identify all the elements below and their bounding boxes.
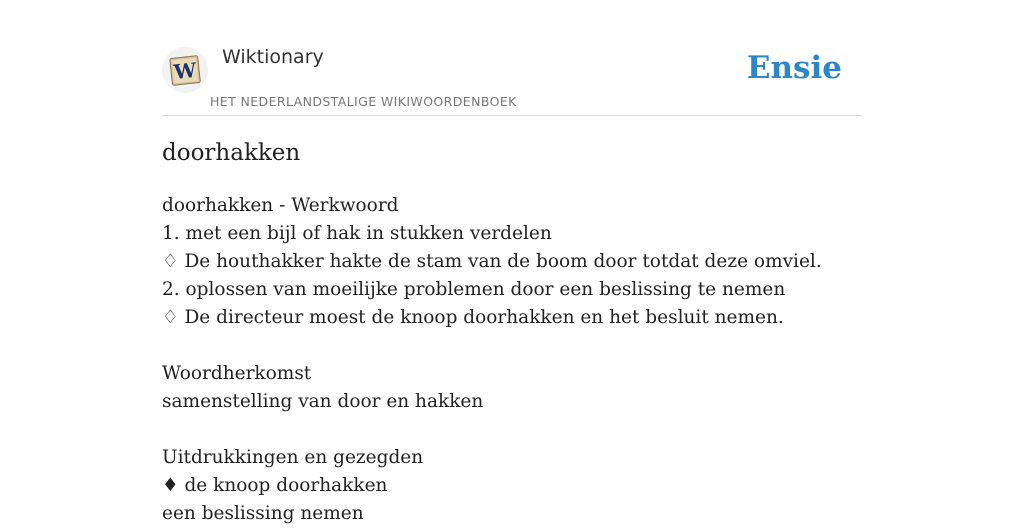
site-name[interactable]: Wiktionary xyxy=(222,46,324,68)
page-container xyxy=(162,0,862,524)
logo-letter: W xyxy=(172,57,198,85)
ensie-brand-logo[interactable]: Ensie xyxy=(746,50,842,86)
definition-2: 2. oplossen van moeilijke problemen door een beslissing te nemen xyxy=(162,279,786,300)
site-tagline: HET NEDERLANDSTALIGE WIKIWOORDENBOEK xyxy=(210,94,517,109)
entry-content xyxy=(162,192,862,528)
example-2: ♢ De directeur moest de knoop doorhakken en het besluit nemen. xyxy=(162,307,784,328)
entry-heading: doorhakken - Werkwoord xyxy=(162,195,399,216)
expression-1: ♦ de knoop doorhakken xyxy=(162,475,388,496)
etymology-heading: Woordherkomst xyxy=(162,363,312,384)
expression-1-meaning: een beslissing nemen xyxy=(162,503,364,524)
page-title: doorhakken xyxy=(162,140,301,166)
etymology-text: samenstelling van door en hakken xyxy=(162,391,484,412)
spacer xyxy=(162,416,862,444)
spacer xyxy=(162,332,862,360)
wiktionary-logo[interactable] xyxy=(162,47,208,93)
expressions-heading: Uitdrukkingen en gezegden xyxy=(162,447,424,468)
wiktionary-logo-icon xyxy=(165,50,205,90)
example-1: ♢ De houthakker hakte de stam van de boom door totdat deze omviel. xyxy=(162,251,822,272)
site-header xyxy=(162,0,862,116)
definition-1: 1. met een bijl of hak in stukken verdelen xyxy=(162,223,552,244)
